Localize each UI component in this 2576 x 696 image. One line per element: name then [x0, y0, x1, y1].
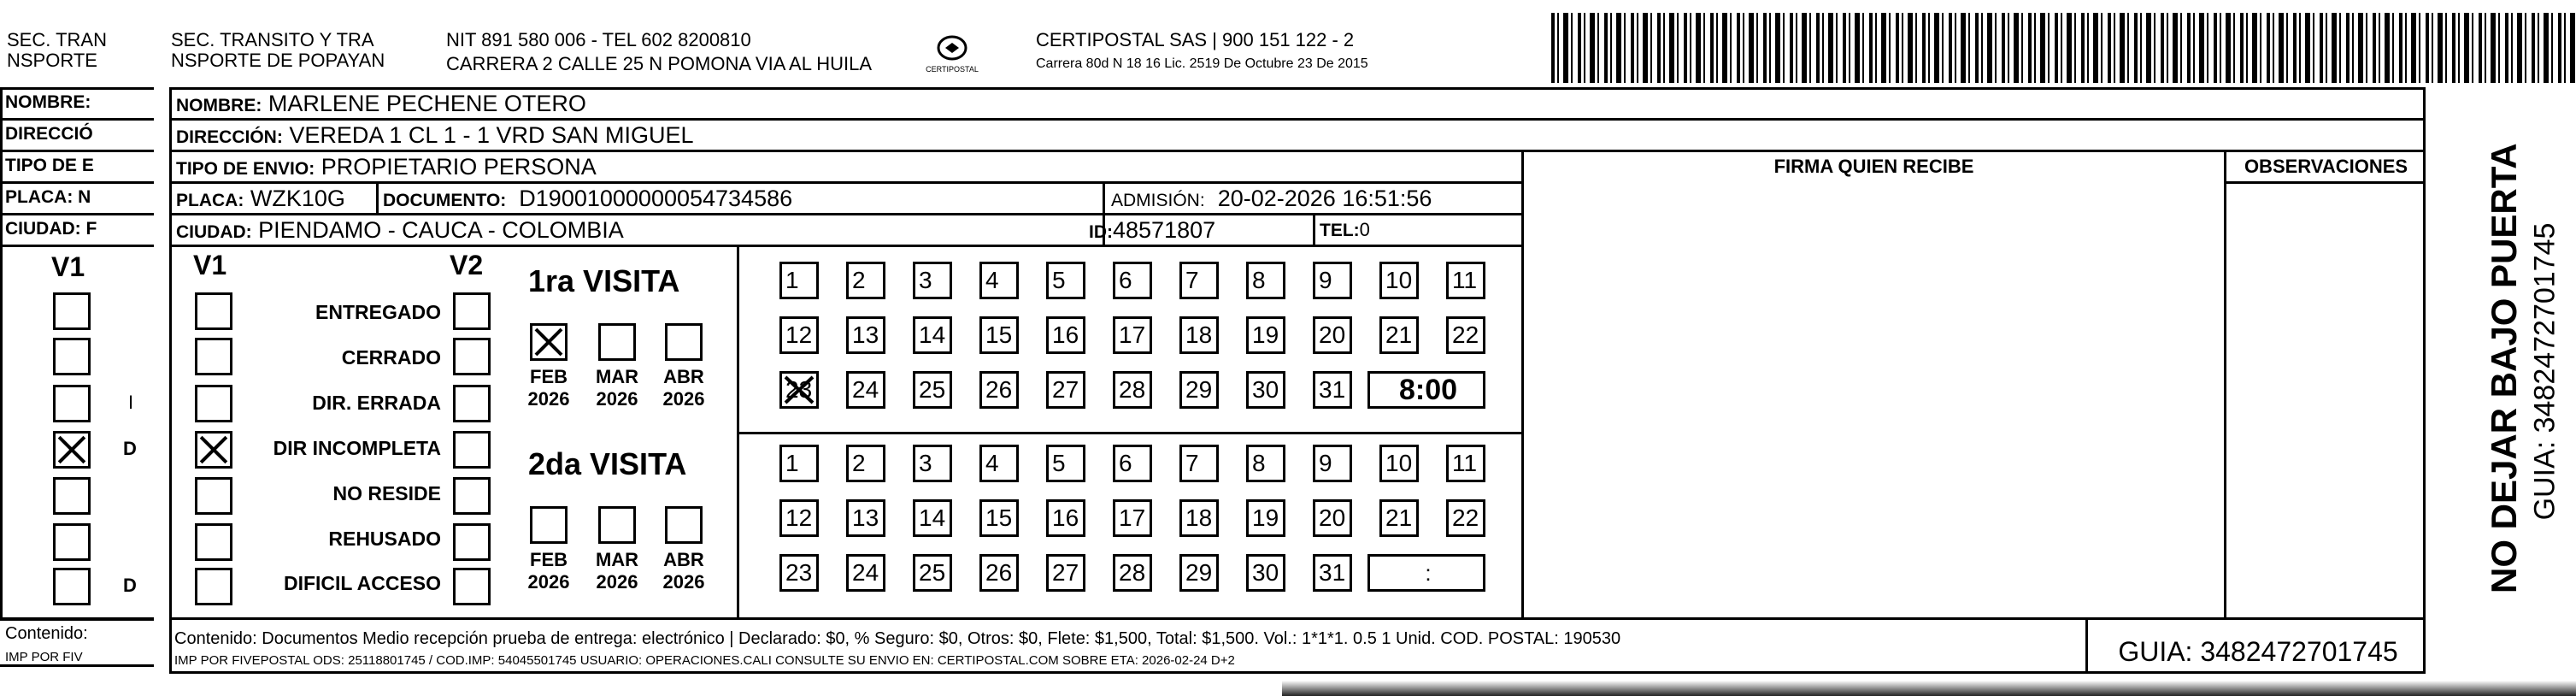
stub-checkbox-1[interactable]: [53, 292, 91, 330]
visit1-day-31[interactable]: 31: [1313, 371, 1352, 409]
visit1-month-label: MAR 2026: [595, 366, 639, 410]
firma-area[interactable]: [1525, 183, 2222, 616]
footer-imp: IMP POR FIVEPOSTAL ODS: 25118801745 / COD.IMP: 54045501745 USUARIO: OPERACIONES.CALI CONSULTE SU ENVIO EN: CERTIPOSTAL.COM SOBRE ETA: 2026-02-24 D+2: [174, 653, 1235, 668]
observaciones-header: OBSERVACIONES: [2244, 156, 2408, 177]
stub-checkbox-4[interactable]: [53, 431, 91, 469]
visit1-day-16[interactable]: 16: [1046, 316, 1085, 354]
visit1-title: 1ra VISITA: [528, 263, 680, 298]
visit2-day-23[interactable]: 23: [779, 554, 819, 592]
visit1-day-29[interactable]: 29: [1179, 371, 1219, 409]
visit2-day-26[interactable]: 26: [979, 554, 1019, 592]
visit2-day-27[interactable]: 27: [1046, 554, 1085, 592]
stub-sender-line2: NSPORTE: [7, 50, 97, 71]
visit1-day-17[interactable]: 17: [1113, 316, 1152, 354]
stub-label-direccion: DIRECCIÓ: [5, 124, 93, 144]
visit1-day-5[interactable]: 5: [1046, 262, 1085, 299]
visit2-day-1[interactable]: 1: [779, 445, 819, 482]
stub-checkbox-7[interactable]: [53, 568, 91, 605]
stub-checkbox-5[interactable]: [53, 477, 91, 515]
visit2-day-17[interactable]: 17: [1113, 499, 1152, 537]
nombre-value: MARLENE PECHENE OTERO: [268, 91, 586, 116]
option-cerrado: CERRADO: [341, 346, 441, 369]
visit1-day-11[interactable]: 11: [1446, 262, 1485, 299]
visit2-day-24[interactable]: 24: [846, 554, 885, 592]
tipo-value: PROPIETARIO PERSONA: [321, 154, 597, 180]
stub-v1: V1: [51, 251, 85, 282]
visit1-day-8[interactable]: 8: [1246, 262, 1285, 299]
fold-shadow: [1282, 681, 2576, 696]
visit1-day-1[interactable]: 1: [779, 262, 819, 299]
visit2-day-21[interactable]: 21: [1379, 499, 1419, 537]
sender-address: CARRERA 2 CALLE 25 N POMONA VIA AL HUILA: [446, 53, 873, 74]
visit1-month-box-abr[interactable]: [665, 323, 703, 361]
visit1-day-25[interactable]: 25: [913, 371, 952, 409]
option-rehusado: REHUSADO: [328, 528, 441, 550]
field-documento: DOCUMENTO: D19001000000054734586: [383, 186, 793, 211]
stub-label-tipo: TIPO DE E: [5, 156, 94, 175]
visit2-day-12[interactable]: 12: [779, 499, 819, 537]
direccion-value: VEREDA 1 CL 1 - 1 VRD SAN MIGUEL: [289, 122, 694, 148]
visit1-day-13[interactable]: 13: [846, 316, 885, 354]
visit1-day-27[interactable]: 27: [1046, 371, 1085, 409]
visit1-day-15[interactable]: 15: [979, 316, 1019, 354]
sender-line1: SEC. TRANSITO Y TRA: [171, 29, 374, 50]
option-dir-errada: DIR. ERRADA: [312, 392, 441, 414]
stub-mark-3: I: [128, 392, 134, 413]
v2-checkbox-dificil-acceso[interactable]: [453, 568, 491, 605]
visit1-time-box[interactable]: 8:00: [1367, 371, 1485, 409]
visit1-day-12[interactable]: 12: [779, 316, 819, 354]
visit1-month-box-mar[interactable]: [598, 323, 636, 361]
field-admision: ADMISIÓN: 20-02-2026 16:51:56: [1111, 186, 1432, 211]
visit2-day-14[interactable]: 14: [913, 499, 952, 537]
field-ciudad: CIUDAD: PIENDAMO - CAUCA - COLOMBIA: [176, 217, 624, 243]
visit1-day-21[interactable]: 21: [1379, 316, 1419, 354]
visit2-day-2[interactable]: 2: [846, 445, 885, 482]
v2-label: V2: [450, 250, 484, 280]
barcode: [1551, 13, 2576, 83]
v2-checkbox-entregado[interactable]: [453, 292, 491, 330]
visit1-day-6[interactable]: 6: [1113, 262, 1152, 299]
company-license: Carrera 80d N 18 16 Lic. 2519 De Octubre 23 De 2015: [1036, 56, 1368, 71]
visit2-day-31[interactable]: 31: [1313, 554, 1352, 592]
visit1-day-10[interactable]: 10: [1379, 262, 1419, 299]
visit1-day-2[interactable]: 2: [846, 262, 885, 299]
visit2-day-6[interactable]: 6: [1113, 445, 1152, 482]
visit1-day-24[interactable]: 24: [846, 371, 885, 409]
observaciones-area[interactable]: [2227, 185, 2424, 616]
documento-value: D19001000000054734586: [519, 186, 793, 211]
stub-mark-4: D: [123, 438, 137, 459]
visit1-day-20[interactable]: 20: [1313, 316, 1352, 354]
side-text: [2436, 143, 2573, 607]
stub-mark-7: D: [123, 575, 137, 596]
visit1-month-label: ABR 2026: [662, 366, 705, 410]
visit2-month-label: MAR 2026: [595, 549, 639, 593]
sender-line2: NSPORTE DE POPAYAN: [171, 50, 385, 71]
visit2-day-19[interactable]: 19: [1246, 499, 1285, 537]
visit1-day-9[interactable]: 9: [1313, 262, 1352, 299]
visit1-day-18[interactable]: 18: [1179, 316, 1219, 354]
visit2-day-29[interactable]: 29: [1179, 554, 1219, 592]
visit2-day-10[interactable]: 10: [1379, 445, 1419, 482]
visit2-month-box-abr[interactable]: [665, 506, 703, 544]
stub-checkbox-2[interactable]: [53, 338, 91, 375]
visit2-day-11[interactable]: 11: [1446, 445, 1485, 482]
option-no-reside: NO RESIDE: [332, 482, 441, 504]
company-name: CERTIPOSTAL SAS | 900 151 122 - 2: [1036, 29, 1355, 50]
stub-label-nombre: NOMBRE:: [5, 92, 91, 112]
visit2-day-30[interactable]: 30: [1246, 554, 1285, 592]
side-warning: NO DEJAR BAJO PUERTA: [2484, 143, 2524, 593]
logo-text: CERTIPOSTAL: [926, 65, 979, 74]
visit2-month-label: ABR 2026: [662, 549, 705, 593]
visit2-title: 2da VISITA: [528, 446, 687, 481]
visit2-day-8[interactable]: 8: [1246, 445, 1285, 482]
placa-value: WZK10G: [250, 186, 345, 211]
option-dificil-acceso: DIFICIL ACCESO: [283, 572, 441, 594]
visit1-day-28[interactable]: 28: [1113, 371, 1152, 409]
v2-checkbox-rehusado[interactable]: [453, 523, 491, 561]
stub-imp: IMP POR FIV: [5, 650, 83, 664]
visit2-time-box[interactable]: :: [1367, 554, 1485, 592]
field-direccion: DIRECCIÓN: VEREDA 1 CL 1 - 1 VRD SAN MIGUEL: [176, 122, 694, 148]
stub-checkbox-6[interactable]: [53, 523, 91, 561]
visit2-day-22[interactable]: 22: [1446, 499, 1485, 537]
tel-value: 0: [1359, 219, 1370, 240]
visit2-day-13[interactable]: 13: [846, 499, 885, 537]
footer-guia: GUIA: 3482472701745: [2118, 636, 2398, 667]
firma-header: FIRMA QUIEN RECIBE: [1773, 156, 1974, 177]
option-dir-incompleta: DIR INCOMPLETA: [273, 437, 441, 459]
visit2-day-28[interactable]: 28: [1113, 554, 1152, 592]
field-placa: PLACA: WZK10G: [176, 186, 345, 211]
visit1-day-14[interactable]: 14: [913, 316, 952, 354]
stub-label-ciudad: CIUDAD: F: [5, 219, 97, 239]
visit2-day-15[interactable]: 15: [979, 499, 1019, 537]
id-value: 48571807: [1113, 217, 1216, 243]
v2-checkbox-cerrado[interactable]: [453, 338, 491, 375]
side-guia: GUIA: 3482472701745: [2528, 222, 2561, 521]
field-tipo-envio: TIPO DE ENVIO: PROPIETARIO PERSONA: [176, 154, 597, 180]
visit1-day-23[interactable]: 23: [779, 371, 819, 409]
visit2-day-3[interactable]: 3: [913, 445, 952, 482]
visit2-day-7[interactable]: 7: [1179, 445, 1219, 482]
visit2-day-25[interactable]: 25: [913, 554, 952, 592]
field-nombre: NOMBRE: MARLENE PECHENE OTERO: [176, 91, 586, 116]
visit2-day-18[interactable]: 18: [1179, 499, 1219, 537]
visit2-day-20[interactable]: 20: [1313, 499, 1352, 537]
stub: [0, 0, 154, 696]
v2-checkbox-no-reside[interactable]: [453, 477, 491, 515]
visit1-day-19[interactable]: 19: [1246, 316, 1285, 354]
visit1-month-box-feb[interactable]: [530, 323, 568, 361]
v2-checkbox-dir-errada[interactable]: [453, 385, 491, 422]
v1-label: V1: [193, 250, 227, 280]
visit1-day-26[interactable]: 26: [979, 371, 1019, 409]
stub-checkbox-3[interactable]: [53, 385, 91, 422]
v2-checkbox-dir-incompleta[interactable]: [453, 431, 491, 469]
footer-contenido: Contenido: Documentos Medio recepción prueba de entrega: electrónico | Declarado: $0, % Seguro: $0, Otros: $0, Flete: $1,500, Total: $1,500. Vol.: 1*1*1. 0.5 1 Unid. COD. POSTAL: 190530: [174, 629, 1621, 648]
visit1-day-4[interactable]: 4: [979, 262, 1019, 299]
stub-sender-line1: SEC. TRAN: [7, 29, 107, 50]
visit1-day-7[interactable]: 7: [1179, 262, 1219, 299]
visit1-day-22[interactable]: 22: [1446, 316, 1485, 354]
visit2-month-box-feb[interactable]: [530, 506, 568, 544]
stub-label-placa: PLACA: N: [5, 187, 91, 207]
visit1-month-label: FEB 2026: [527, 366, 570, 410]
visit2-day-4[interactable]: 4: [979, 445, 1019, 482]
field-tel: TEL:0: [1320, 219, 1370, 240]
ciudad-value: PIENDAMO - CAUCA - COLOMBIA: [258, 217, 624, 243]
certipostal-logo: [921, 29, 983, 82]
option-entregado: ENTREGADO: [315, 301, 441, 323]
admision-value: 20-02-2026 16:51:56: [1217, 186, 1432, 211]
field-id: ID:48571807: [1089, 217, 1216, 243]
visit2-month-box-mar[interactable]: [598, 506, 636, 544]
visit2-month-label: FEB 2026: [527, 549, 570, 593]
stub-contenido: Contenido:: [5, 624, 88, 643]
visit2-day-5[interactable]: 5: [1046, 445, 1085, 482]
visit1-day-30[interactable]: 30: [1246, 371, 1285, 409]
visit1-day-3[interactable]: 3: [913, 262, 952, 299]
sender-nit: NIT 891 580 006 - TEL 602 8200810: [446, 29, 751, 50]
visit2-day-16[interactable]: 16: [1046, 499, 1085, 537]
visit2-day-9[interactable]: 9: [1313, 445, 1352, 482]
